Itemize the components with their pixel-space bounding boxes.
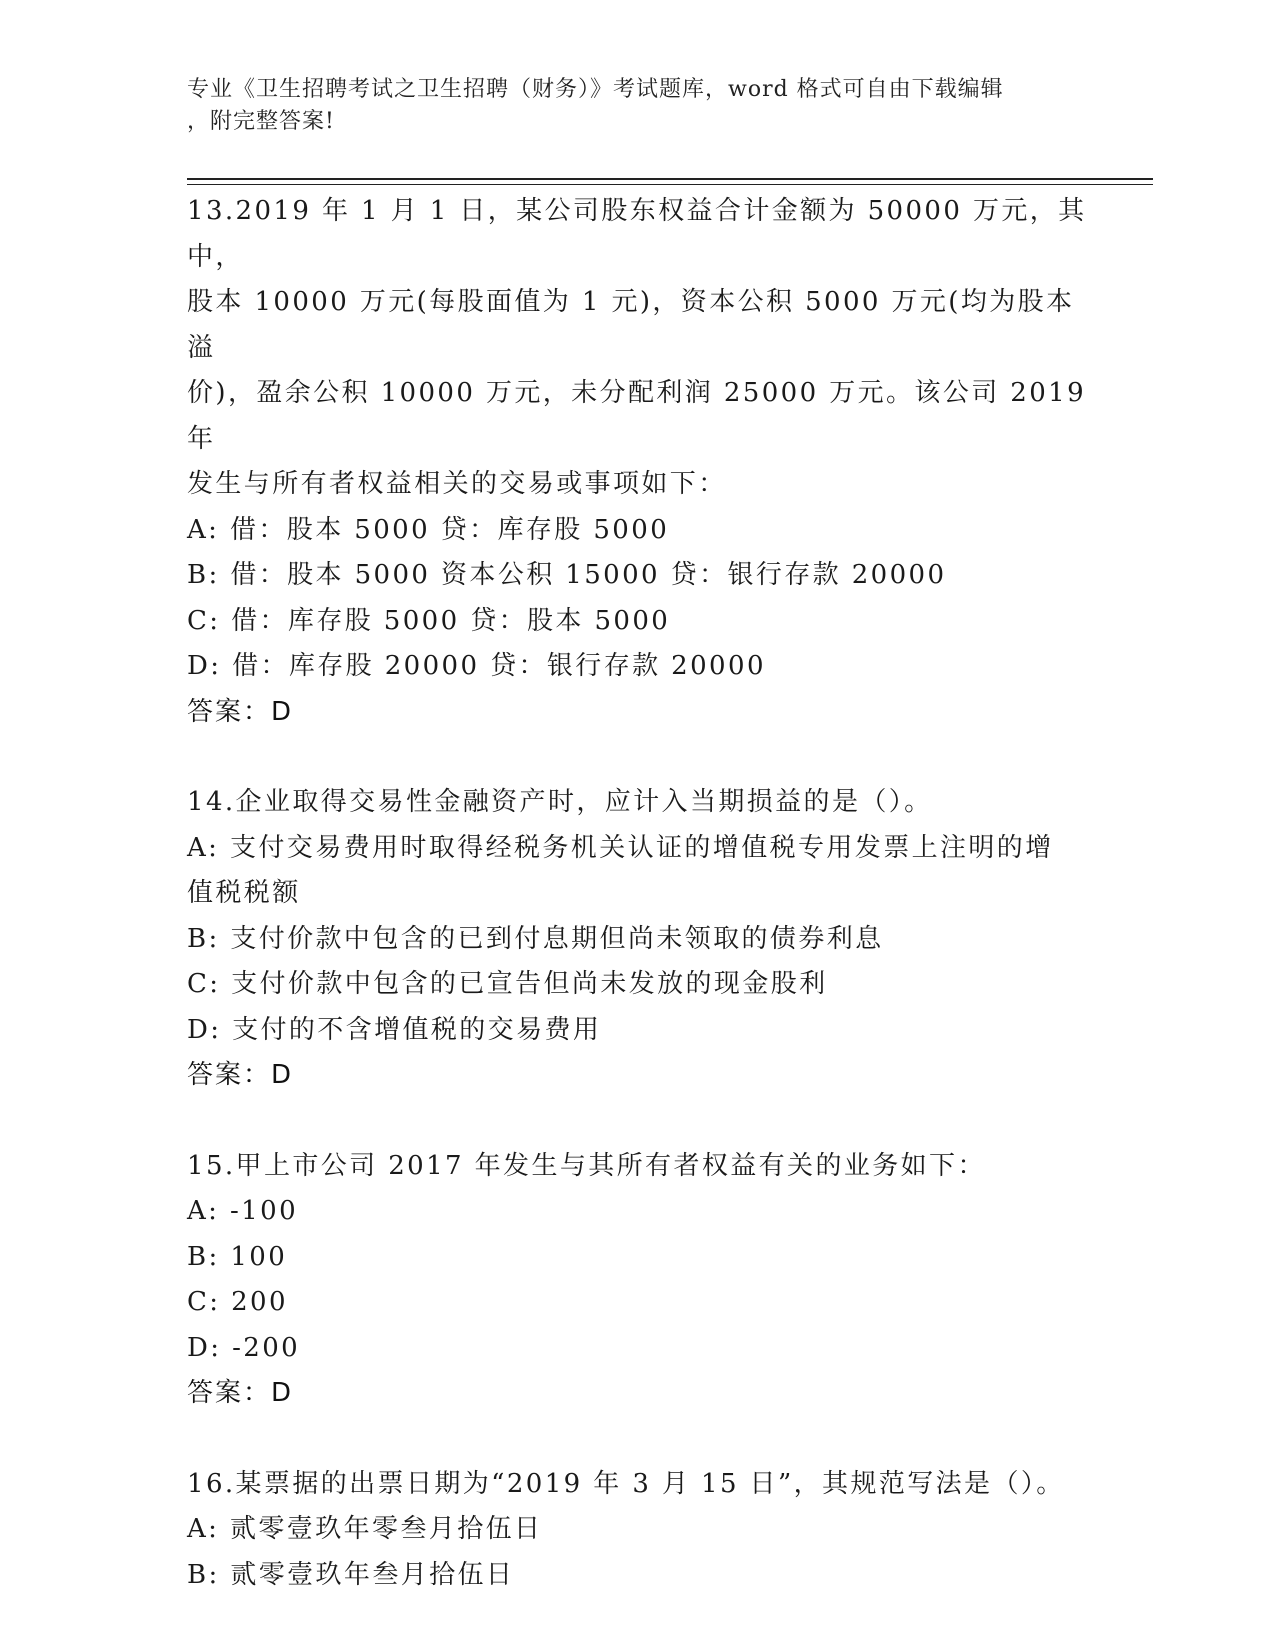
question-stem-line: 价)，盈余公积 10000 万元，未分配利润 25000 万元。该公司 2019 年 xyxy=(187,378,1097,454)
header-line-1: 专业《卫生招聘考试之卫生招聘（财务）》考试题库，word 格式可自由下载编辑 xyxy=(187,77,1004,102)
option-c: C: 借：库存股 5000 贷：股本 5000 xyxy=(187,605,671,636)
option-a: A: 贰零壹玖年零叁月拾伍日 xyxy=(187,1514,543,1544)
option-b: B: 贰零壹玖年叁月拾伍日 xyxy=(187,1559,515,1590)
question-stem-line: 股本 10000 万元(每股面值为 1 元)，资本公积 5000 万元(均为股本溢 xyxy=(187,287,1075,363)
option-a: A: 支付交易费用时取得经税务机关认证的增值税专用发票上注明的增 xyxy=(187,832,1054,863)
question-stem-line: 15.甲上市公司 2017 年发生与其所有者权益有关的业务如下： xyxy=(187,1150,986,1181)
header-divider xyxy=(187,178,1153,185)
answer-line: 答案：D xyxy=(187,696,294,727)
option-b: B: 100 xyxy=(187,1241,288,1272)
option-d: D: 借：库存股 20000 贷：银行存款 20000 xyxy=(187,651,766,681)
question-15 xyxy=(187,1144,1087,1417)
option-a: A: 借：股本 5000 贷：库存股 5000 xyxy=(187,514,670,545)
question-stem-line: 14.企业取得交易性金融资产时，应计入当期损益的是（）。 xyxy=(187,787,933,817)
question-stem-line: 发生与所有者权益相关的交易或事项如下： xyxy=(187,469,727,499)
option-a-continued: 值税税额 xyxy=(187,878,301,908)
option-b: B: 借：股本 5000 资本公积 15000 贷：银行存款 20000 xyxy=(187,560,947,590)
option-d: D: -200 xyxy=(187,1332,301,1363)
option-c: C: 200 xyxy=(187,1287,288,1317)
question-stem-line: 13.2019 年 1 月 1 日，某公司股东权益合计金额为 50000 万元，其中， xyxy=(187,196,1087,272)
option-a: A: -100 xyxy=(187,1196,299,1226)
question-13 xyxy=(187,189,1097,735)
answer-line: 答案：D xyxy=(187,1060,294,1090)
answer-line: 答案：D xyxy=(187,1378,294,1408)
header-line-2: ，附完整答案! xyxy=(187,109,335,134)
question-stem-line: 16.某票据的出票日期为“2019 年 3 月 15 日”，其规范写法是（）。 xyxy=(187,1468,1065,1499)
question-14 xyxy=(187,780,1087,1099)
option-d: D: 支付的不含增值税的交易费用 xyxy=(187,1014,602,1045)
question-list xyxy=(187,189,1097,1643)
option-c: C: 支付价款中包含的已宣告但尚未发放的现金股利 xyxy=(187,969,828,999)
question-16 xyxy=(187,1462,1087,1599)
document-header xyxy=(187,74,1087,138)
option-b: B: 支付价款中包含的已到付息期但尚未领取的债券利息 xyxy=(187,923,884,954)
